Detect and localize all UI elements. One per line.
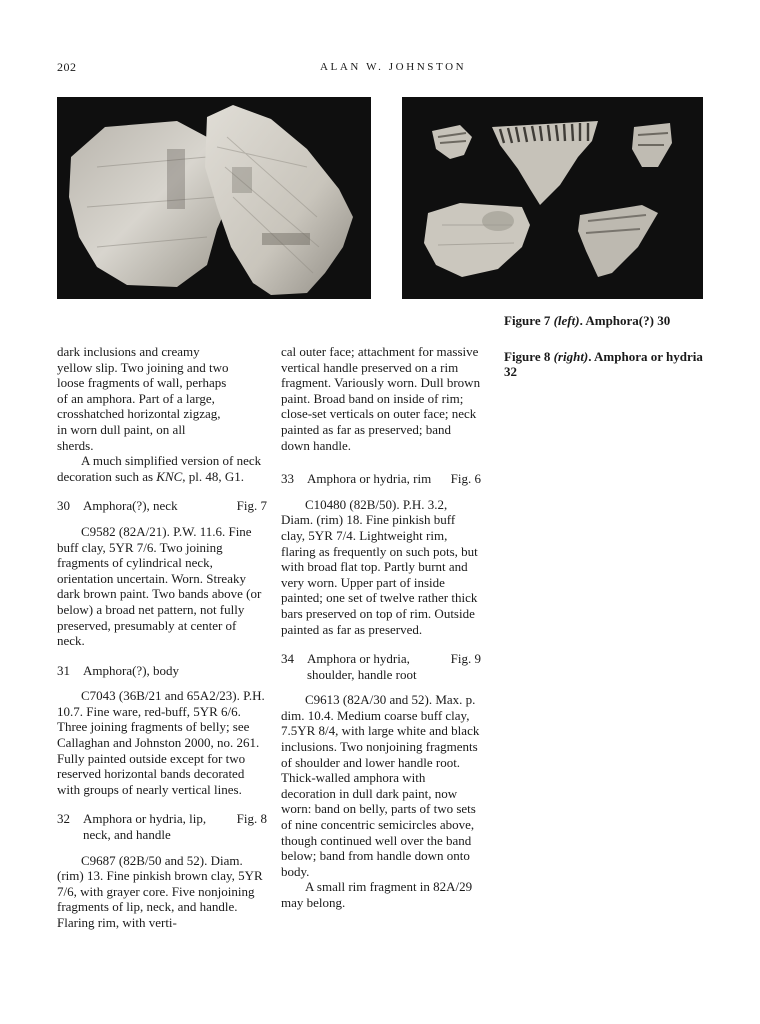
caption-column <box>504 313 709 380</box>
entry-number: 32 <box>57 811 70 827</box>
entry-title: Amphora or hydria, shoulder, handle root <box>307 651 417 682</box>
figure-8-caption: Figure 8 (right). Amphora or hydria 32 <box>504 348 703 380</box>
catalog-entry-31 <box>57 663 267 798</box>
figure-7-caption: Figure 7 (left). Amphora(?) 30 <box>504 313 671 328</box>
figure-7-photo <box>57 97 371 299</box>
note-italic: KNC <box>156 468 183 484</box>
catalog-entry-32 <box>57 811 267 930</box>
continuation-text: cal outer face; attachment for massive vertical handle preserved on a rim fragment. Variously worn. Dull brown paint. Broad band on inside of rim; close-set verticals on outer face; neck painted as far as preserved; band down handle. <box>281 344 481 453</box>
intro-line: yellow slip. Two joining and two <box>57 359 229 375</box>
intro-line: in worn dull paint, on all <box>57 421 186 437</box>
entry-fig-ref: Fig. 7 <box>236 498 267 514</box>
entry-text: C7043 (36B/21 and 65A2/23). P.H. 10.7. Fine ware, red-buff, 5YR 6/6. Three joining fragments of belly; see Callaghan and Johnston 2000, no. 261. Fully painted outside except for two reserved horizontal bands decorated with groups of nearly vertical lines. <box>57 688 265 797</box>
entry-number: 34 <box>281 651 294 667</box>
entry-text: C9687 (82B/50 and 52). Diam. (rim) 13. Fine pinkish brown clay, 5YR 7/6, with grayer core. Five nonjoining fragments of lip, neck, and handle. Flaring rim, with verti- <box>57 852 263 930</box>
intro-line: sherds. <box>57 437 94 453</box>
entry-text: C10480 (82B/50). P.H. 3.2, Diam. (rim) 18. Fine pinkish buff clay, 5YR 7/4. Lightweight rim, flaring as frequently on such pots, but with broad flat top. Partly burnt and very worn. Upper part of inside painted; one set of twelve rather thick bars preserved on top of rim. Outside painted as far as preserved. <box>281 496 478 637</box>
entry-number: 31 <box>57 662 70 678</box>
entry-text: C9582 (82A/21). P.W. 11.6. Fine buff clay, 5YR 7/6. Two joining fragments of cylindrical neck, orientation uncertain. Worn. Streaky dark brown paint. Two bands above (or below) a broad net pattern, not fully preserved, presumably at center of neck. <box>57 523 262 649</box>
figure-8-photo <box>402 97 703 299</box>
entry-number: 33 <box>281 471 294 487</box>
entry-title: Amphora or hydria, rim <box>307 471 432 487</box>
intro-line: of an amphora. Part of a large, <box>57 390 215 406</box>
catalog-entry-33 <box>281 471 481 637</box>
note-paragraph: A much simplified version of neck decoration such as KNC, pl. 48, G1. <box>57 453 262 484</box>
text-column-2 <box>281 344 481 911</box>
intro-line: crosshatched horizontal zigzag, <box>57 406 221 422</box>
catalog-entry-34 <box>281 651 481 911</box>
entry-title: Amphora(?), neck <box>83 498 178 514</box>
entry-fig-ref: Fig. 6 <box>450 471 481 487</box>
catalog-entry-30 <box>57 498 267 648</box>
entry-fig-ref: Fig. 9 <box>450 651 481 667</box>
entry-title: Amphora or hydria, lip, neck, and handle <box>83 811 207 843</box>
intro-line: loose fragments of wall, perhaps <box>57 375 227 391</box>
page-number: 202 <box>57 60 77 74</box>
entry-fig-ref: Fig. 8 <box>236 811 267 827</box>
entry-text-extra: A small rim fragment in 82A/29 may belong. <box>281 879 473 910</box>
entry-text: C9613 (82A/30 and 52). Max. p. dim. 10.4. Medium coarse buff clay, 7.5YR 8/4, with large white and black inclusions. Two nonjoining fragments of shoulder and lower handle root. Thick-walled amphora with decoration in dull dark paint, now worn: band on belly, parts of two sets of nine concentric semicircles above, though continued well over the band below; band from handle down onto body. <box>281 692 480 879</box>
running-head: ALAN W. JOHNSTON <box>320 61 467 73</box>
entry-number: 30 <box>57 498 70 514</box>
text-column-1 <box>57 344 267 931</box>
entry-title: Amphora(?), body <box>83 662 180 678</box>
intro-line: dark inclusions and creamy <box>57 344 200 359</box>
